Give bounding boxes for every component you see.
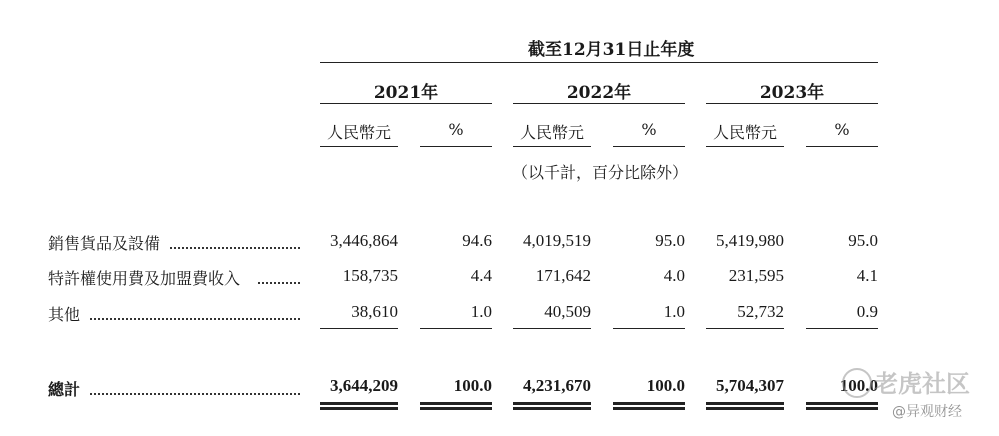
sub-rule-4 — [613, 146, 685, 147]
cell-value: 3,446,864 — [330, 231, 398, 250]
percent-header-2022: % — [641, 120, 657, 139]
cell-value: 4,019,519 — [523, 231, 591, 250]
leader-dots — [90, 318, 300, 320]
subtotal-rule-2 — [420, 328, 492, 329]
cell-value: 4.4 — [470, 266, 492, 285]
percent-header-2023: % — [834, 120, 850, 139]
total-double-rule — [613, 402, 685, 410]
currency-header-2022: 人民幣元 — [519, 123, 584, 142]
unit-note: （以千計，百分比除外） — [511, 163, 688, 182]
cell-value: 94.6 — [462, 231, 492, 250]
cell-value: 38,610 — [351, 302, 398, 321]
cell-value: 1.0 — [663, 302, 685, 321]
subtotal-rule-5 — [706, 328, 784, 329]
cell-value: 95.0 — [848, 231, 878, 250]
cell-value: 158,735 — [342, 266, 398, 285]
percent-header-2021: % — [448, 120, 464, 139]
subtotal-rule-1 — [320, 328, 398, 329]
total-value: 100.0 — [839, 376, 878, 395]
sub-rule-5 — [706, 146, 784, 147]
subtotal-rule-3 — [513, 328, 591, 329]
cell-value: 4.1 — [856, 266, 878, 285]
sub-rule-2 — [420, 146, 492, 147]
year-rule-2021 — [320, 103, 492, 104]
cell-value: 40,509 — [544, 302, 591, 321]
sub-rule-1 — [320, 146, 398, 147]
subtotal-rule-6 — [806, 328, 878, 329]
currency-header-2023: 人民幣元 — [712, 123, 777, 142]
cell-value: 4.0 — [663, 266, 685, 285]
total-value: 100.0 — [453, 376, 492, 395]
row-label-sales: 銷售貨品及設備 — [48, 234, 161, 253]
total-double-rule — [513, 402, 591, 410]
cell-value: 171,642 — [535, 266, 591, 285]
total-double-rule — [706, 402, 784, 410]
row-label-franchise: 特許權使用費及加盟費收入 — [48, 269, 241, 288]
total-value: 4,231,670 — [523, 376, 591, 395]
cell-value: 0.9 — [856, 302, 878, 321]
leader-dots — [90, 393, 300, 395]
total-double-rule — [320, 402, 398, 410]
period-header-rule — [320, 62, 878, 63]
year-rule-2023 — [706, 103, 878, 104]
watermark-account: @异观财经 — [892, 404, 962, 420]
cell-value: 52,732 — [737, 302, 784, 321]
year-header-2021: 2021年 — [373, 83, 439, 103]
watermark-brand: 老虎社区 — [874, 370, 970, 398]
total-label: 總計 — [48, 380, 81, 399]
cell-value: 5,419,980 — [716, 231, 784, 250]
total-value: 3,644,209 — [330, 376, 398, 395]
year-header-2023: 2023年 — [759, 83, 825, 103]
total-double-rule — [420, 402, 492, 410]
leader-dots — [170, 247, 300, 249]
sub-rule-3 — [513, 146, 591, 147]
watermark-logo-icon — [842, 368, 872, 398]
currency-header-2021: 人民幣元 — [326, 123, 391, 142]
sub-rule-6 — [806, 146, 878, 147]
year-rule-2022 — [513, 103, 685, 104]
cell-value: 1.0 — [470, 302, 492, 321]
row-label-other: 其他 — [48, 305, 81, 324]
period-header: 截至12月31日止年度 — [528, 40, 695, 60]
total-value: 5,704,307 — [716, 376, 784, 395]
total-value: 100.0 — [646, 376, 685, 395]
year-header-2022: 2022年 — [566, 83, 632, 103]
cell-value: 95.0 — [655, 231, 685, 250]
total-double-rule — [806, 402, 878, 410]
subtotal-rule-4 — [613, 328, 685, 329]
leader-dots — [258, 282, 300, 284]
cell-value: 231,595 — [728, 266, 784, 285]
